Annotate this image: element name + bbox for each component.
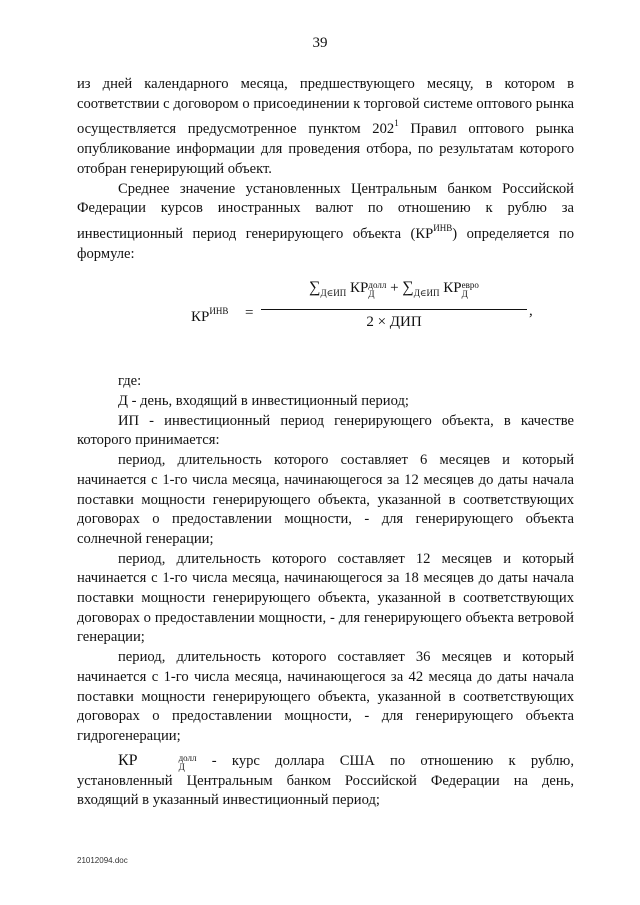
sum-symbol: ∑ [402, 279, 414, 297]
inv-superscript: ИНВ [433, 222, 453, 233]
period-wind: период, длительность которого составляет 12 месяцев и который начинается с 1-го числа месяца, начинающегося за 18 месяцев до даты начала поставки мощности генерирующего объекта, указанной в соответствующих договорах о предоставлении мощности, - для генерирующего объекта ветровой генерации; [77, 550, 574, 646]
formula-denominator: 2 × ДИП [366, 314, 422, 331]
sup-euro: евро [461, 280, 479, 291]
sum-subscript: Д∈ИП [413, 288, 440, 299]
period-hydro: период, длительность которого составляет 36 месяцев и который начинается с 1-го числа месяца, начинающегося за 42 месяца до даты начала поставки мощности генерирующего объекта, указанной в соответствующих договорах о предоставлении мощности, - для генерирующего объекта гидрогенерации; [77, 649, 574, 744]
sub-d: Д [461, 289, 468, 300]
kr-indices-euro [462, 281, 479, 299]
paragraph-text: Среднее значение установленных Центральным банком Российской Федерации курсов иностранных валют по отношению к рублю за инвестиционный период генерирующего объекта (КР [77, 180, 574, 242]
paragraph-text-tail: ) определяется по формуле: [77, 225, 575, 262]
definition-kr-dollar [77, 751, 574, 811]
formula-lhs-base: КР [191, 309, 210, 326]
formula [77, 264, 574, 364]
fraction-bar [261, 309, 527, 310]
kr-term: КР [443, 280, 462, 297]
definition-d: Д - день, входящий в инвестиционный период; [118, 393, 409, 410]
paragraph-text: из дней календарного месяца, предшествующего месяцу, в котором в соответствии с договором о присоединении к торговой системе оптового рынка осуществляется предусмотренное пунктом 202 [77, 76, 574, 138]
plus-sign: + [390, 280, 399, 297]
sub-d: Д [368, 289, 375, 300]
footer-filename: 21012094.doc [77, 856, 128, 865]
kr-indices-dollar [368, 281, 386, 299]
paragraph-average-rate [77, 180, 574, 265]
formula-numerator [261, 278, 527, 304]
page-number: 39 [312, 35, 328, 51]
formula-comma: , [529, 303, 533, 320]
where-label: где: [118, 373, 142, 390]
formula-lhs [191, 302, 228, 328]
document-body [77, 75, 574, 811]
formula-lhs-sup: ИНВ [209, 306, 229, 317]
footnote-superscript: 1 [394, 118, 399, 129]
definition-ip: ИП - инвестиционный период генерирующего объекта, в качестве которого принимается: [77, 412, 574, 449]
sum-symbol: ∑ [309, 279, 321, 297]
sup-dollar: долл [368, 280, 387, 291]
paragraph-continuation [77, 75, 574, 180]
kr-symbol-sub: Д [178, 761, 185, 772]
period-solar: период, длительность которого составляет 6 месяцев и который начинается с 1-го числа месяца, начинающегося за 12 месяцев до даты начала поставки мощности генерирующего объекта, указанной в соответствующих договорах о предоставлении мощности, - для генерирующего объекта солнечной генерации; [77, 452, 574, 547]
kr-term: КР [350, 280, 369, 297]
kr-symbol: КР [118, 751, 138, 769]
paragraph-text-tail: Правил оптового рынка опубликование информации для проведения отбора, по результатам которого отобран генерирующий объект. [77, 121, 574, 177]
sum-subscript: Д∈ИП [320, 288, 347, 299]
kr-symbol-sup: долл [178, 752, 197, 763]
formula-equals: = [245, 305, 254, 322]
kr-symbol-indices [138, 754, 197, 772]
definition-text: - курс доллара США по отношению к рублю, установленный Центральным банком Российской Федерации на день, входящий в указанный инвестиционный период; [77, 752, 574, 809]
